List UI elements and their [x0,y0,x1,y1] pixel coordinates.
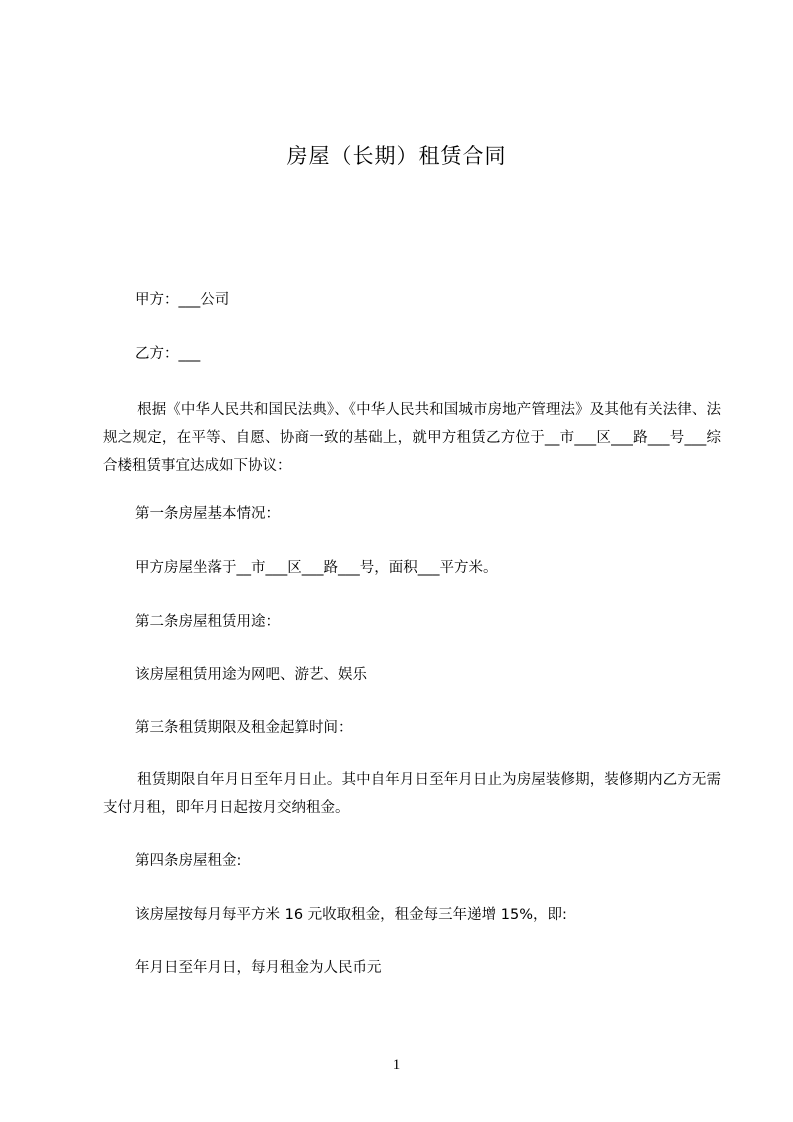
article-4-item-1: 年月日至年月日，每月租金为人民币元 [135,960,382,976]
article-1-heading: 第一条房屋基本情况： [135,506,280,522]
article-3-heading: 第三条租赁期限及租金起算时间： [135,720,353,736]
preamble-paragraph [103,396,721,480]
article-2-heading: 第二条房屋租赁用途： [135,614,280,630]
article-4-body: 该房屋按每月每平方米 16 元收取租金，租金每三年递增 15%，即: [135,907,567,923]
article-4-heading: 第四条房屋租金: [135,853,242,869]
article-2-body: 该房屋租赁用途为网吧、游艺、娱乐 [135,667,367,683]
document-title: 房屋（长期）租赁合同 [286,144,507,168]
article-1-body: 甲方房屋坐落于__市___区___路___号，面积___平方米。 [135,560,498,576]
party-b-line: 乙方：___ [135,346,201,362]
article-3-body [103,766,721,822]
page-number: 1 [392,1057,401,1073]
article-3-body-text: 租赁期限自年月日至年月日止。其中自年月日至年月日止为房屋装修期，装修期内乙方无需支付月租，即年月日起按月交纳租金。 [103,772,721,816]
party-a-line: 甲方：___公司 [135,292,230,308]
preamble-text: 根据《中华人民共和国民法典》、《中华人民共和国城市房地产管理法》及其他有关法律、法规之规定，在平等、自愿、协商一致的基础上，就甲方租赁乙方位于__市___区___路___号___综合楼租赁事宜达成如下协议： [103,402,721,474]
